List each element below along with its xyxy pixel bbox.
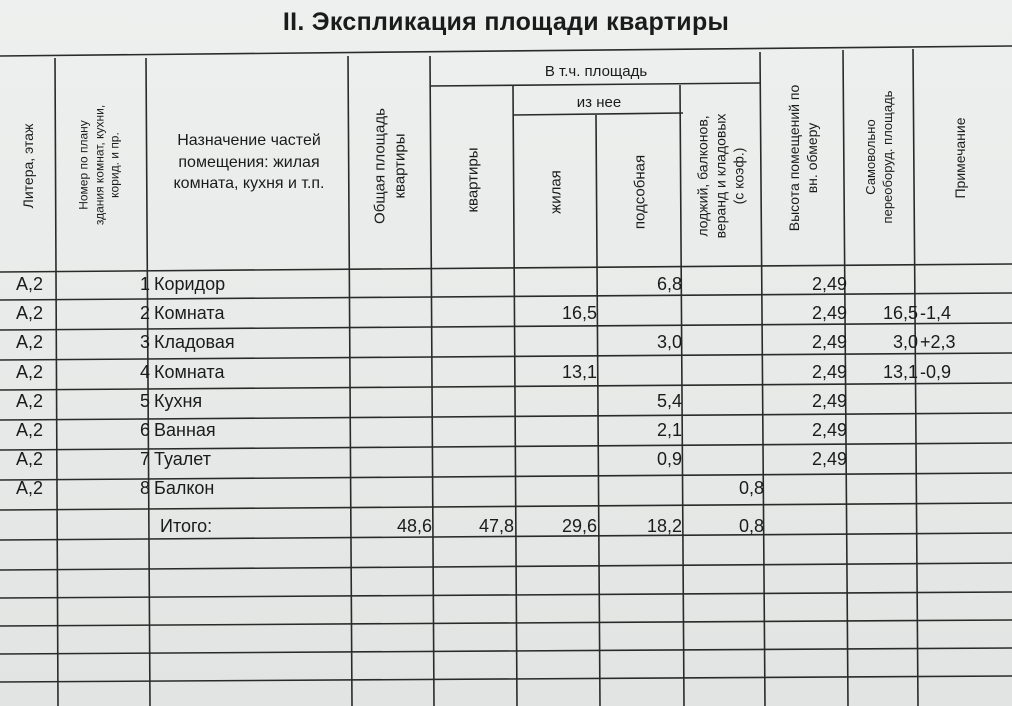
totals-label: Итого: [160, 516, 213, 536]
header-lodzhii [694, 114, 749, 239]
header-samovolno-line1: Самовольно [863, 119, 879, 195]
header-nomer-line1: Номер по плану [76, 120, 91, 210]
cell-litera: А,2 [16, 478, 44, 498]
cell-podsobnaya: 2,1 [656, 420, 682, 440]
totals-zhilaya: 29,6 [561, 516, 597, 536]
cell-nomer: 5 [139, 391, 150, 411]
cell-litera: А,2 [16, 449, 44, 469]
header-litera: Литера, этаж [19, 123, 36, 209]
totals-podsobnaya: 18,2 [646, 516, 682, 536]
cell-litera: А,2 [16, 362, 44, 382]
header-primechanie: Примечание [951, 117, 968, 199]
cell-samovolno: 16,5 [882, 303, 918, 323]
header-samovolno-line2: переоборуд. площадь [880, 90, 895, 224]
cell-vysota: 2,49 [811, 420, 847, 440]
cell-name: Туалет [154, 449, 211, 469]
header-vysota-line1: Высота помещений по [785, 84, 802, 232]
cell-nomer: 6 [139, 420, 150, 440]
cell-nomer: 8 [139, 478, 150, 498]
totals-lodzhii: 0,8 [738, 516, 764, 536]
header-obshchaya [371, 108, 410, 224]
cell-name: Комната [154, 362, 225, 382]
cell-nomer: 7 [139, 449, 150, 469]
cell-vysota: 2,49 [811, 332, 847, 352]
header-iz-nee: из нее [576, 94, 622, 111]
header-vysota [785, 85, 821, 232]
cell-lodzhii: 0,8 [738, 478, 764, 498]
header-naznachenie-line2: помещения: жилая [178, 153, 320, 171]
header-samovolno [863, 91, 897, 224]
header-nomer-line2: здания комнат, кухни, [92, 104, 107, 226]
cell-primechanie: -0,9 [920, 362, 952, 382]
cell-primechanie: +2,3 [920, 332, 956, 352]
cell-podsobnaya: 3,0 [656, 332, 682, 352]
cell-primechanie: -1,4 [920, 303, 952, 323]
cell-name: Ванная [154, 420, 216, 440]
header-v-t-ch: В т.ч. площадь [544, 63, 648, 80]
cell-vysota: 2,49 [811, 449, 847, 469]
cell-vysota: 2,49 [811, 391, 847, 411]
header-zhilaya: жилая [547, 170, 565, 214]
cell-nomer: 4 [139, 362, 150, 382]
cell-podsobnaya: 0,9 [656, 449, 682, 469]
header-lodzhii-line2: веранд и кладовых [712, 113, 729, 239]
header-nomer [77, 105, 124, 225]
header-podsobnaya: подсобная [631, 154, 649, 230]
cell-litera: А,2 [16, 332, 44, 352]
cell-name: Кухня [154, 391, 203, 411]
cell-nomer: 1 [139, 274, 150, 294]
cell-litera: А,2 [16, 391, 44, 411]
cell-name: Кладовая [154, 332, 235, 352]
header-naznachenie-line1: Назначение частей [177, 132, 321, 149]
cell-vysota: 2,49 [811, 362, 847, 382]
cell-zhilaya: 16,5 [561, 303, 597, 323]
document-title: II. Экспликация площади квартиры [282, 8, 730, 36]
header-nomer-line3: корид. и пр. [107, 132, 122, 198]
cell-name: Балкон [154, 478, 215, 498]
cell-litera: А,2 [16, 420, 44, 440]
cell-samovolno: 3,0 [892, 332, 918, 352]
cell-samovolno: 13,1 [882, 362, 918, 382]
header-obshchaya-line2: квартиры [391, 133, 408, 199]
cell-zhilaya: 13,1 [561, 362, 597, 382]
totals-kvartiry: 47,8 [478, 516, 514, 536]
cell-nomer: 3 [139, 332, 150, 352]
header-lodzhii-line1: лоджий, балконов, [694, 115, 711, 237]
cell-podsobnaya: 6,8 [656, 274, 682, 294]
header-naznachenie [152, 130, 346, 195]
cell-nomer: 2 [139, 303, 150, 323]
cell-litera: А,2 [16, 303, 44, 323]
header-naznachenie-line3: комната, кухня и т.п. [173, 175, 325, 193]
cell-litera: А,2 [16, 274, 44, 294]
totals-obshchaya: 48,6 [396, 516, 432, 536]
cell-vysota: 2,49 [811, 274, 847, 294]
header-obshchaya-line1: Общая площадь [371, 108, 389, 224]
header-kvartiry: квартиры [464, 147, 482, 213]
cell-name: Комната [154, 303, 225, 323]
header-lodzhii-line3: (с коэф.) [731, 147, 748, 205]
cell-vysota: 2,49 [811, 303, 847, 323]
cell-podsobnaya: 5,4 [656, 391, 682, 411]
header-vysota-line2: вн. обмеру [804, 122, 820, 194]
cell-name: Коридор [154, 274, 226, 294]
